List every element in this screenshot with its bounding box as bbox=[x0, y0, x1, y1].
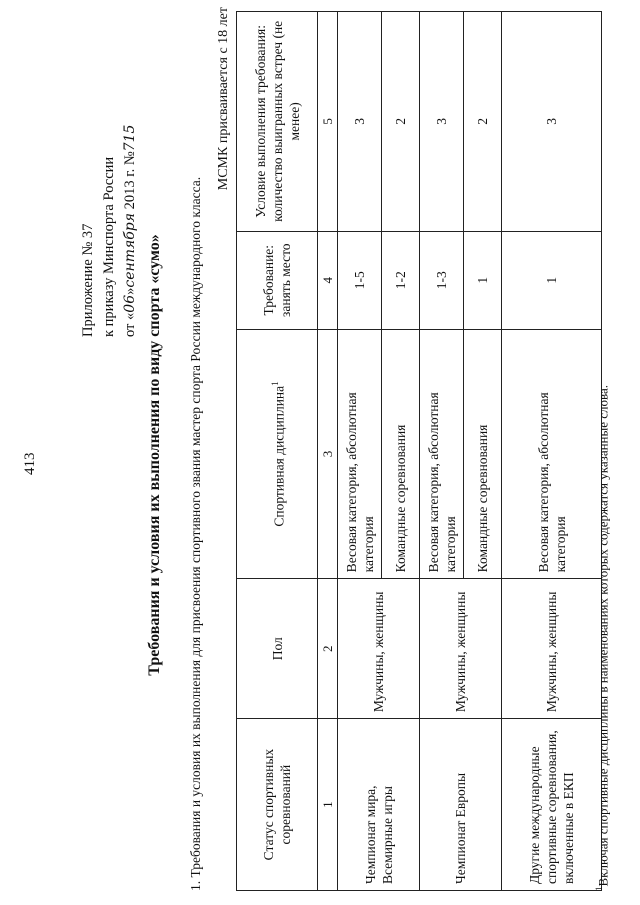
annex-day-handwritten: 06 bbox=[122, 294, 138, 313]
annex-line-3 bbox=[120, 7, 141, 337]
discipline-cell: Командные соревнования bbox=[464, 329, 502, 579]
col-number: 3 bbox=[318, 329, 338, 579]
wins-cell: 2 bbox=[464, 12, 502, 232]
annex-line-1: Приложение № 37 bbox=[80, 223, 96, 337]
header-discipline bbox=[237, 329, 318, 579]
wins-cell: 3 bbox=[502, 12, 602, 232]
wins-cell: 2 bbox=[382, 12, 420, 232]
requirements-table bbox=[236, 11, 602, 891]
document-title: Требования и условия их выполнения по виду спорта «сумо» bbox=[146, 234, 163, 676]
place-cell: 1-2 bbox=[382, 231, 420, 329]
gender-cell: Мужчины, женщины bbox=[338, 579, 420, 719]
place-cell: 1 bbox=[464, 231, 502, 329]
header-footnote-mark: 1 bbox=[269, 381, 280, 386]
annex-header bbox=[78, 7, 141, 337]
age-note: МСМК присваивается с 18 лет bbox=[216, 7, 231, 191]
table-row bbox=[338, 12, 382, 891]
col-number: 5 bbox=[318, 12, 338, 232]
place-cell: 1-5 bbox=[338, 231, 382, 329]
col-number: 1 bbox=[318, 719, 338, 891]
annex-date-mid: » bbox=[122, 287, 138, 295]
header-place: Требование: занять место bbox=[237, 231, 318, 329]
discipline-cell: Весовая категория, абсолютная категория bbox=[338, 329, 382, 579]
header-gender: Пол bbox=[237, 579, 318, 719]
annex-year: 2013 г. № bbox=[122, 151, 138, 213]
place-cell: 1 bbox=[502, 231, 602, 329]
header-discipline-label: Спортивная дисциплина bbox=[271, 385, 287, 527]
annex-date-prefix: от « bbox=[122, 312, 138, 337]
annex-month-handwritten: сентября bbox=[122, 212, 138, 288]
footnote-text: Включая спортивные дисциплины в наименованиях которых содержатся указанные слова. bbox=[595, 385, 611, 887]
discipline-cell: Командные соревнования bbox=[382, 329, 420, 579]
col-number: 2 bbox=[318, 579, 338, 719]
status-cell: Чемпионат мира, Всемирные игры bbox=[338, 719, 420, 891]
annex-line-2: к приказу Минспорта России bbox=[101, 156, 117, 337]
place-cell: 1-3 bbox=[420, 231, 464, 329]
col-number: 4 bbox=[318, 231, 338, 329]
discipline-cell: Весовая категория, абсолютная категория bbox=[420, 329, 464, 579]
annex-order-number-handwritten: 715 bbox=[122, 124, 138, 152]
table-row bbox=[420, 12, 464, 891]
status-cell: Другие международные спортивные соревнования, включенные в ЕКП bbox=[502, 719, 602, 891]
intro-paragraph: 1. Требования и условия их выполнения для присвоения спортивного звания мастер спорта России международного класса. bbox=[188, 176, 203, 891]
table-header-row bbox=[237, 12, 318, 891]
footnote-mark: 1 bbox=[594, 886, 604, 891]
table-row bbox=[502, 12, 602, 891]
header-status: Статус спортивных соревнований bbox=[237, 719, 318, 891]
table-number-row bbox=[318, 12, 338, 891]
page-number: 413 bbox=[22, 452, 38, 475]
status-cell: Чемпионат Европы bbox=[420, 719, 502, 891]
discipline-cell: Весовая категория, абсолютная категория bbox=[502, 329, 602, 579]
footnote bbox=[594, 11, 611, 891]
gender-cell: Мужчины, женщины bbox=[502, 579, 602, 719]
gender-cell: Мужчины, женщины bbox=[420, 579, 502, 719]
wins-cell: 3 bbox=[338, 12, 382, 232]
wins-cell: 3 bbox=[420, 12, 464, 232]
header-wins: Условие выполнения требования: количество выигранных встреч (не менее) bbox=[237, 12, 318, 232]
